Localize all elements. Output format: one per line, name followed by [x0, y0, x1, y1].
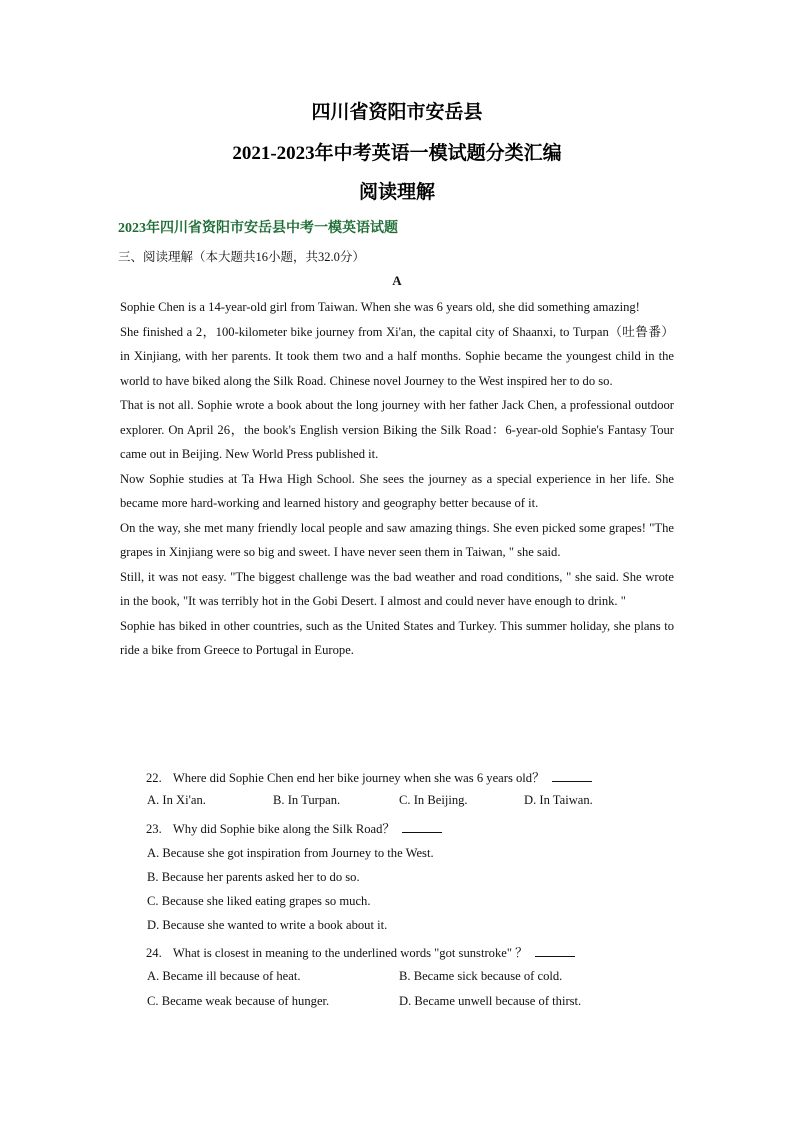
question-number: 23. [146, 822, 162, 836]
question-number: 24. [146, 946, 162, 960]
question-text: Why did Sophie bike along the Silk Road？ [172, 822, 396, 836]
option-c[interactable]: C. Became weak because of hunger. [147, 994, 330, 1008]
question-text: What is closest in meaning to the underlined words "got sunstroke" ？ [172, 946, 528, 960]
option-b[interactable]: B. Became sick because of cold. [399, 969, 563, 983]
passage-paragraph: Still, it was not easy. "The biggest challenge was the bad weather and road conditions, " she said. She wrote in the book, "It was terribly hot in the Gobi Desert. I almost and could never have enough to drink. " [120, 569, 674, 608]
option-c[interactable]: C. Because she liked eating grapes so much. [147, 894, 371, 908]
part-instructions: 三、阅读理解（本大题共16小题，共32.0分） [118, 250, 365, 264]
passage-paragraph: On the way, she met many friendly local people and saw amazing things. She even picked some grapes! "The grapes in Xinjiang were so big and sweet. I have never seen them in Taiwan, " she said. [120, 520, 674, 559]
option-d[interactable]: D. Because she wanted to write a book about it. [147, 918, 388, 932]
passage-label: A [392, 273, 402, 288]
option-c[interactable]: C. In Beijing. [399, 793, 468, 807]
passage-paragraph: Sophie Chen is a 14-year-old girl from Taiwan. When she was 6 years old, she did something amazing! [120, 300, 640, 314]
reading-passage [120, 295, 674, 663]
passage-paragraph: Now Sophie studies at Ta Hwa High School. She sees the journey as a special experience in her life. She became more hard-working and learned history and geography better because of it. [120, 471, 674, 510]
question-number: 22. [146, 771, 162, 785]
title-exam-collection: 2021-2023年中考英语一模试题分类汇编 [232, 143, 562, 164]
answer-blank[interactable] [402, 820, 442, 833]
passage-paragraph: Sophie has biked in other countries, such as the United States and Turkey. This summer holiday, she plans to ride a bike from Greece to Portugal in Europe. [120, 618, 674, 657]
option-a[interactable]: A. Became ill because of heat. [147, 969, 301, 983]
question-23 [146, 818, 442, 837]
option-a[interactable]: A. Because she got inspiration from Journey to the West. [147, 846, 434, 860]
option-b[interactable]: B. Because her parents asked her to do so. [147, 870, 360, 884]
question-22 [146, 767, 592, 786]
option-b[interactable]: B. In Turpan. [273, 793, 341, 807]
answer-blank[interactable] [535, 944, 575, 957]
question-24 [146, 942, 575, 961]
passage-paragraph: She finished a 2，100-kilometer bike journey from Xi'an, the capital city of Shaanxi, to Turpan（吐鲁番） in Xinjiang, with her parents. It took them two and a half months. Sophie became the youngest child in the world to have biked along the Silk Road. Chinese novel Journey to the West inspired her to do so. [120, 324, 674, 388]
section-heading: 2023年四川省资阳市安岳县中考一模英语试题 [118, 221, 398, 236]
answer-blank[interactable] [552, 769, 592, 782]
title-region: 四川省资阳市安岳县 [311, 102, 483, 123]
option-d[interactable]: D. Became unwell because of thirst. [399, 994, 582, 1008]
title-reading-comprehension: 阅读理解 [358, 182, 435, 203]
option-a[interactable]: A. In Xi'an. [147, 793, 206, 807]
option-d[interactable]: D. In Taiwan. [524, 793, 593, 807]
passage-paragraph: That is not all. Sophie wrote a book about the long journey with her father Jack Chen, a professional outdoor explorer. On April 26，the book's English version Biking the Silk Road：6-year-old Sophie's Fantasy Tour came out in Beijing. New World Press published it. [120, 398, 674, 461]
question-text: Where did Sophie Chen end her bike journey when she was 6 years old？ [172, 771, 545, 785]
